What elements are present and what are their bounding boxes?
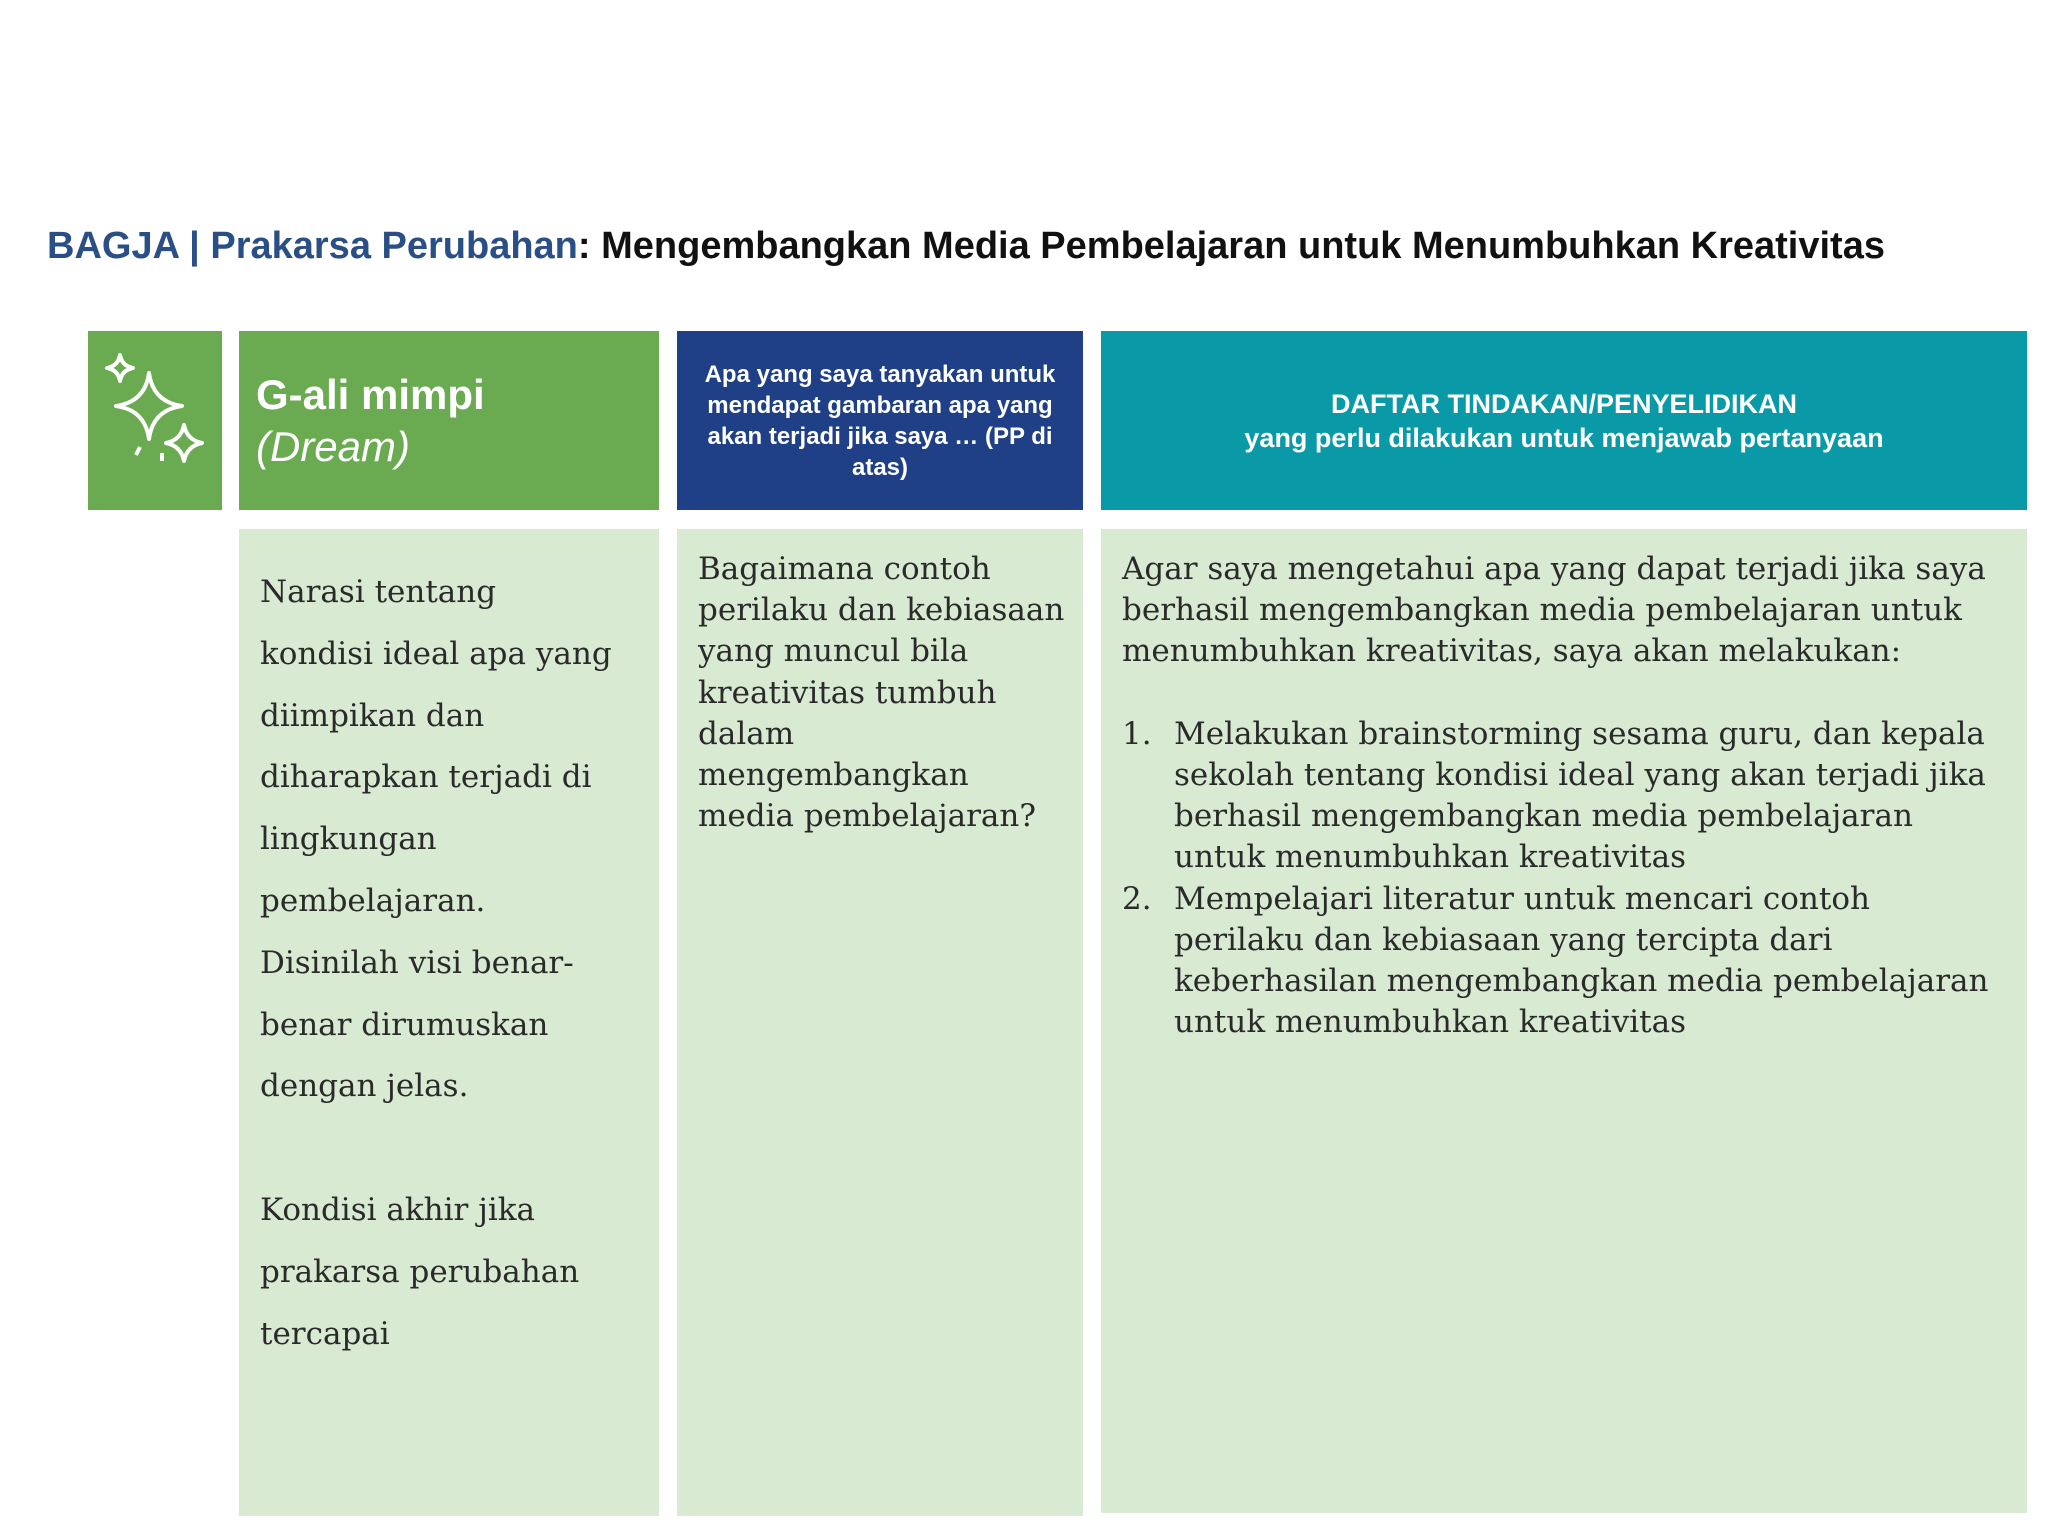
title-colon: : bbox=[577, 225, 602, 267]
icon-panel bbox=[88, 331, 222, 510]
title-topic: Mengembangkan Media Pembelajaran untuk Menumbuhkan Kreativitas bbox=[601, 225, 1885, 267]
sparkle-icon bbox=[102, 351, 208, 491]
dream-subheading: (Dream) bbox=[256, 423, 410, 470]
question-header-text: Apa yang saya tanyakan untuk mendapat gambaran apa yang akan terjadi jika saya … (PP di atas) bbox=[704, 360, 1056, 481]
actions-header-line1: DAFTAR TINDAKAN/PENYELIDIKAN bbox=[1331, 388, 1797, 419]
dream-line: dengan jelas. bbox=[260, 1068, 469, 1105]
dream-line: kondisi ideal apa yang bbox=[260, 635, 612, 672]
dream-header bbox=[239, 331, 659, 510]
actions-panel bbox=[1101, 529, 2027, 1513]
actions-header bbox=[1101, 331, 2027, 510]
dream-line: prakarsa perubahan bbox=[260, 1253, 580, 1290]
spacer bbox=[260, 1118, 649, 1180]
dream-line: pembelajaran. bbox=[260, 882, 486, 919]
list-item-text: Melakukan brainstorming sesama guru, dan kepala sekolah tentang kondisi ideal yang akan terjadi jika berhasil mengembangkan media pembelajaran untuk menumbuhkan kreativitas bbox=[1174, 715, 1986, 876]
list-item-number: 1. bbox=[1122, 715, 1152, 752]
dream-line: diharapkan terjadi di bbox=[260, 759, 592, 796]
list-item bbox=[1122, 714, 2007, 879]
title-brand: BAGJA bbox=[47, 225, 179, 267]
dream-line: diimpikan dan bbox=[260, 697, 485, 734]
page-title bbox=[47, 225, 1885, 268]
dream-line: Kondisi akhir jika bbox=[260, 1191, 536, 1228]
actions-header-line2: yang perlu dilakukan untuk menjawab pertanyaan bbox=[1244, 422, 1884, 453]
dream-panel bbox=[239, 529, 659, 1516]
dream-line: benar dirumuskan bbox=[260, 1006, 549, 1043]
question-panel bbox=[677, 529, 1083, 1516]
dream-line: lingkungan bbox=[260, 821, 437, 858]
dream-heading: G-ali mimpi bbox=[256, 371, 485, 418]
dream-line: tercapai bbox=[260, 1315, 390, 1352]
question-body: Bagaimana contoh perilaku dan kebiasaan yang muncul bila kreativitas tumbuh dalam mengembangkan media pembelajaran? bbox=[698, 551, 1065, 835]
list-item bbox=[1122, 879, 2007, 1044]
list-item-text: Mempelajari literatur untuk mencari contoh perilaku dan kebiasaan yang tercipta dari keberhasilan mengembangkan media pembelajaran untuk menumbuhkan kreativitas bbox=[1174, 880, 1989, 1041]
title-section: Prakarsa Perubahan bbox=[210, 225, 578, 267]
actions-intro: Agar saya mengetahui apa yang dapat terjadi jika saya berhasil mengembangkan media pembelajaran untuk menumbuhkan kreativitas, saya akan melakukan: bbox=[1122, 551, 1986, 670]
dream-line: Narasi tentang bbox=[260, 574, 497, 610]
actions-list bbox=[1122, 714, 2007, 1044]
question-header bbox=[677, 331, 1083, 510]
title-separator: | bbox=[178, 225, 211, 267]
dream-line: Disinilah visi benar- bbox=[260, 944, 574, 981]
list-item-number: 2. bbox=[1122, 880, 1152, 917]
